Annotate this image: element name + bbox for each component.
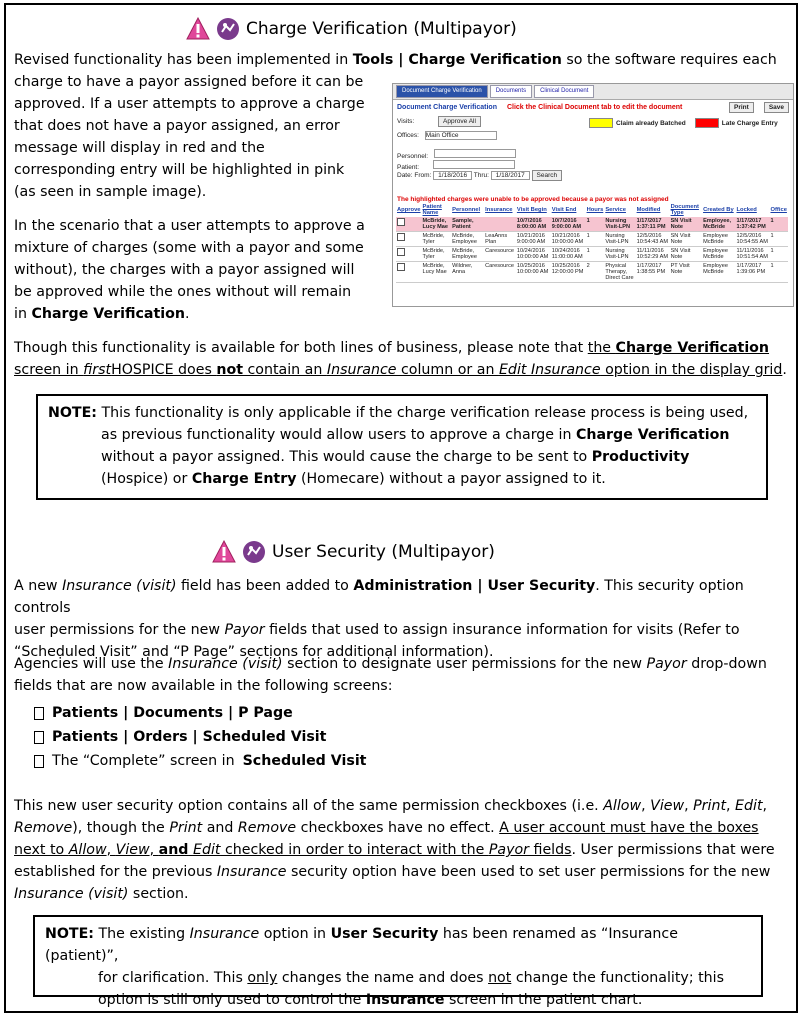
cell-service: Nursing Visit-LPN xyxy=(604,232,635,247)
cell-visit-end: 10/21/2016 10:00:00 AM xyxy=(551,232,586,247)
cell-insurance xyxy=(484,217,516,232)
from-date-input[interactable]: 1/18/2016 xyxy=(433,171,472,180)
cell-created-by: Employee McBride xyxy=(702,232,735,247)
cell-service: Physical Therapy, Direct Care xyxy=(605,263,634,281)
approve-checkbox[interactable] xyxy=(397,233,405,241)
cell-created-by: Employee McBride xyxy=(702,262,735,283)
cell-patient: McBride, Tyler xyxy=(422,247,452,262)
section-title: Charge Verification (Multipayor) xyxy=(246,19,517,39)
visits-label: Visits: xyxy=(397,118,415,125)
app-title: Document Charge Verification xyxy=(397,103,497,111)
cell-modified: 12/5/2016 10:54:43 AM xyxy=(636,233,669,245)
screen-list xyxy=(34,701,366,773)
section-heading-user-security xyxy=(212,540,495,564)
table-row xyxy=(396,247,788,262)
cell-patient: McBride, Lucy Mae xyxy=(422,262,452,283)
table-header-row xyxy=(396,203,788,217)
offices-select[interactable]: Main Office xyxy=(425,131,497,140)
cell-hours: 1 xyxy=(586,247,605,262)
from-label: From: xyxy=(414,172,432,179)
cell-locked: 1/17/2017 1:37:42 PM xyxy=(736,217,770,232)
bullet-box-icon xyxy=(34,707,44,720)
cell-insurance: Caresource xyxy=(484,262,516,283)
cell-insurance: Caresource xyxy=(484,247,516,262)
note-label: NOTE: xyxy=(45,926,94,942)
col-visit-end[interactable]: Visit End xyxy=(551,207,577,213)
filter-panel xyxy=(393,114,793,196)
approve-checkbox[interactable] xyxy=(397,263,405,271)
paragraph-intro: Revised functionality has been implemented in Tools | Charge Verification so the software requires each xyxy=(14,52,777,68)
section-heading-charge-verification xyxy=(186,17,517,41)
cell-visit-begin: 10/7/2016 8:00:00 AM xyxy=(516,217,551,232)
warning-icon xyxy=(186,17,210,41)
cell-hours: 1 xyxy=(586,217,605,232)
cell-insurance: LeaAnns Plan xyxy=(484,232,516,247)
col-office[interactable]: Office xyxy=(770,207,787,213)
cell-document-type: PT Visit Note xyxy=(670,262,702,283)
col-locked[interactable]: Locked xyxy=(736,207,757,213)
patient-select[interactable] xyxy=(433,160,515,169)
col-approve[interactable]: Approve xyxy=(397,207,421,213)
cell-created-by: Employee, McBride xyxy=(702,217,735,232)
cell-locked: 12/5/2016 10:54:55 AM xyxy=(736,233,768,245)
list-item: Patients | Documents | P Page xyxy=(34,701,366,725)
patient-label: Patient: xyxy=(397,164,420,171)
legend-yellow-label: Claim already Batched xyxy=(616,119,686,127)
thru-date-input[interactable]: 1/18/2017 xyxy=(491,171,530,180)
cell-personnel: Wildner, Anna xyxy=(451,262,484,283)
warning-icon xyxy=(212,540,236,564)
paragraph-insurance-visit: A new Insurance (visit) field has been added to Administration | User Security. This security option controls user permissions for the new Payor fields that used to assign insurance information for visits (Refer to “Scheduled Visit” and “P Page” sections for additional information). xyxy=(14,578,744,660)
cell-modified: 1/17/2017 1:38:55 PM xyxy=(636,262,670,283)
col-modified[interactable]: Modified xyxy=(636,207,661,213)
cell-created-by: Employee McBride xyxy=(702,247,735,262)
charge-verification-screenshot xyxy=(392,83,794,307)
col-visit-begin[interactable]: Visit Begin xyxy=(516,207,547,213)
bullet-box-icon xyxy=(34,755,44,768)
table-row xyxy=(396,217,788,232)
search-button[interactable]: Search xyxy=(532,170,563,181)
col-personnel[interactable]: Personnel xyxy=(452,207,481,213)
col-hours[interactable]: Hours xyxy=(586,207,604,213)
cell-modified: 1/17/2017 1:37:11 PM xyxy=(636,217,670,232)
offices-label: Offices: xyxy=(397,132,419,139)
cell-patient: McBride, Lucy Mae xyxy=(422,217,452,232)
col-created-by[interactable]: Created By xyxy=(703,207,734,213)
cell-visit-end: 10/24/2016 11:00:00 AM xyxy=(551,247,586,262)
bullet-box-icon xyxy=(34,731,44,744)
tab-documents[interactable]: Documents xyxy=(490,85,532,98)
save-button[interactable]: Save xyxy=(764,102,789,113)
thru-label: Thru: xyxy=(473,172,489,179)
note-box-charge-verification: NOTE: This functionality is only applicable if the charge verification release process is being used, as previous functionality would allow users to approve a charge in Charge Verification without a payor assigned. This would cause the charge to be sent to Productivity (Hospice) or Charge Entry (Homecare) without a payor assigned to it. xyxy=(36,394,768,500)
legend-yellow-swatch xyxy=(589,118,613,128)
app-tabs xyxy=(393,84,793,100)
paragraph-permissions: This new user security option contains all of the same permission checkboxes (i.e. Allow, View, Print, Edit, Remove), though the Print and Remove checkboxes have no effect. A user account must have the boxes next to Allow, View, and Edit checked in order to interact with the Payor fields. User permissions that were established for the previous Insurance security option have been used to set user permissions for the new Insurance (visit) section. xyxy=(14,798,775,902)
note-box-user-security: NOTE: The existing Insurance option in User Security has been renamed as “Insurance (patient)”, for clarification. This only changes the name and does not change the functionality; this option is still only used to control the Insurance screen in the patient chart. xyxy=(33,915,763,997)
user-puzzle-icon xyxy=(216,17,240,41)
cell-patient: McBride, Tyler xyxy=(422,232,452,247)
cell-office: 1 xyxy=(769,232,788,247)
cell-document-type: SN Visit Note xyxy=(670,217,702,232)
cell-visit-end: 10/7/2016 9:00:00 AM xyxy=(551,217,586,232)
cell-modified: 11/11/2016 10:52:29 AM xyxy=(636,248,669,260)
paragraph-agencies: Agencies will use the Insurance (visit) section to designate user permissions for the new Payor drop-down fields that are now available in the following screens: xyxy=(14,656,767,694)
personnel-select[interactable] xyxy=(434,149,516,158)
cell-service: Nursing Visit-LPN xyxy=(604,247,635,262)
error-message: The highlighted charges were unable to be approved because a payor was not assigned xyxy=(397,196,669,203)
list-item: The “Complete” screen in Scheduled Visit xyxy=(34,749,366,773)
cell-visit-begin: 10/24/2016 10:00:00 AM xyxy=(516,247,551,262)
cell-document-type: SN Visit Note xyxy=(670,247,702,262)
paragraph-hospice-note: Though this functionality is available for both lines of business, please note that the Charge Verification screen in firstHOSPICE does not contain an Insurance column or an Edit Insurance option in the display grid. xyxy=(14,340,787,378)
cell-hours: 1 xyxy=(586,232,605,247)
red-hint: Click the Clinical Document tab to edit the document xyxy=(506,103,683,111)
cell-office: 1 xyxy=(769,217,788,232)
user-puzzle-icon xyxy=(242,540,266,564)
cell-locked: 11/11/2016 10:51:54 AM xyxy=(736,248,768,260)
paragraph-intro-cont: charge to have a payor assigned before it can be approved. If a user attempts to approve a charge that does not have a payor assigned, an error message will display in red and the corresponding entry will be highlighted in pink (as seen in sample image). xyxy=(14,74,365,200)
cell-document-type: SN Visit Note xyxy=(670,232,702,247)
cell-office: 1 xyxy=(769,247,788,262)
date-label: Date: xyxy=(397,172,413,179)
tab-document-charge-verification[interactable]: Document Charge Verification xyxy=(396,85,488,98)
cell-personnel: McBride, Employee xyxy=(451,247,484,262)
document-page xyxy=(4,3,798,1013)
cell-office: 1 xyxy=(769,262,788,283)
personnel-label: Personnel: xyxy=(397,153,429,160)
cell-hours: 2 xyxy=(586,262,605,283)
charges-table xyxy=(396,203,788,283)
section-title: User Security (Multipayor) xyxy=(272,542,495,562)
approve-checkbox[interactable] xyxy=(397,218,405,226)
tab-clinical-document[interactable]: Clinical Document xyxy=(534,85,594,98)
table-row xyxy=(396,232,788,247)
approve-all-button[interactable]: Approve All xyxy=(438,116,481,127)
approve-checkbox[interactable] xyxy=(397,248,405,256)
cell-personnel: Sample, Patient xyxy=(451,217,484,232)
cell-visit-end: 10/25/2016 12:00:00 PM xyxy=(551,262,586,283)
cell-visit-begin: 10/25/2016 10:00:00 AM xyxy=(516,262,551,283)
app-title-bar xyxy=(393,100,793,114)
legend-red-label: Late Charge Entry xyxy=(721,119,778,127)
col-document-type[interactable]: Document Type xyxy=(670,204,699,216)
cell-locked: 1/17/2017 1:39:06 PM xyxy=(736,262,770,283)
list-item: Patients | Orders | Scheduled Visit xyxy=(34,725,366,749)
col-patient-name[interactable]: Patient Name xyxy=(422,204,442,216)
cell-visit-begin: 10/21/2016 9:00:00 AM xyxy=(516,232,551,247)
col-insurance[interactable]: Insurance xyxy=(485,207,513,213)
legend-red-swatch xyxy=(695,118,719,128)
cell-personnel: McBride, Employee xyxy=(451,232,484,247)
note-label: NOTE: xyxy=(48,405,97,421)
cell-service: Nursing Visit-LPN xyxy=(604,217,635,232)
print-button[interactable]: Print xyxy=(729,102,754,113)
paragraph-mixture: In the scenario that a user attempts to approve a mixture of charges (some with a payor and some without), the charges with a payor assigned will be approved while the ones without will remain in Charge Verification. xyxy=(14,218,365,322)
col-service[interactable]: Service xyxy=(605,207,626,213)
table-row xyxy=(396,262,788,283)
